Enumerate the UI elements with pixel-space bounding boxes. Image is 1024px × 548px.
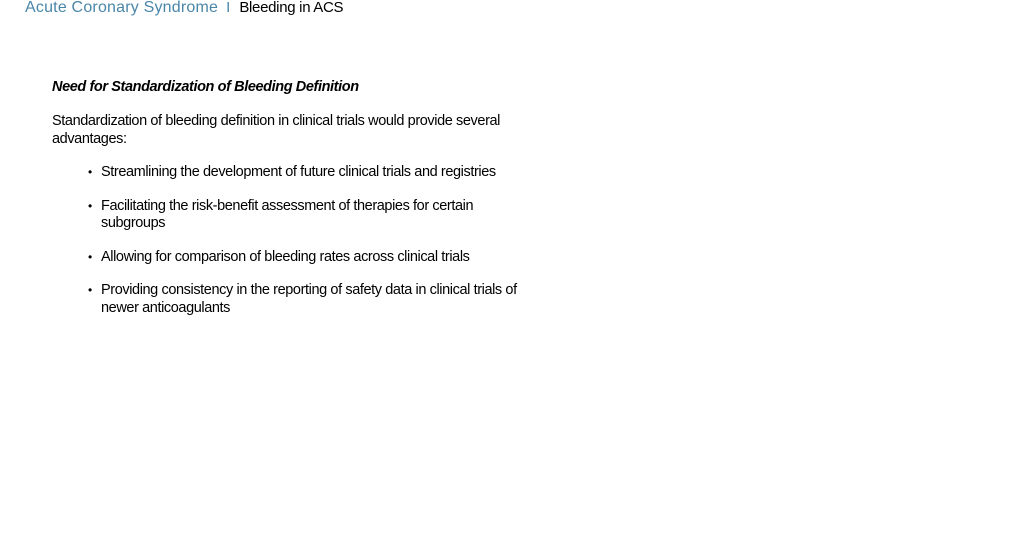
- bullet-icon: •: [88, 165, 92, 179]
- list-item: [88, 282, 532, 317]
- header-subtopic: Bleeding in ACS: [239, 0, 344, 16]
- bullet-icon: •: [88, 198, 92, 213]
- slide-body: [52, 78, 532, 333]
- list-item-text: Providing consistency in the reporting of safety data in clinical trials of newer anticoagulants: [101, 282, 517, 316]
- list-item: [88, 198, 532, 233]
- slide-heading: Need for Standardization of Bleeding Definition: [52, 79, 359, 95]
- header-separator: I: [226, 0, 231, 16]
- list-item: [88, 249, 532, 267]
- slide-header: [25, 0, 343, 19]
- header-topic: Acute Coronary Syndrome: [25, 0, 219, 16]
- advantages-list: [52, 164, 532, 317]
- list-item-text: Allowing for comparison of bleeding rates across clinical trials: [101, 248, 470, 265]
- list-item: [88, 164, 532, 182]
- bullet-icon: •: [88, 249, 92, 264]
- intro-paragraph: Standardization of bleeding definition in clinical trials would provide several advantages:: [52, 113, 500, 147]
- list-item-text: Streamlining the development of future clinical trials and registries: [101, 164, 496, 180]
- list-item-text: Facilitating the risk-benefit assessment of therapies for certain subgroups: [101, 197, 474, 231]
- bullet-icon: •: [88, 283, 92, 297]
